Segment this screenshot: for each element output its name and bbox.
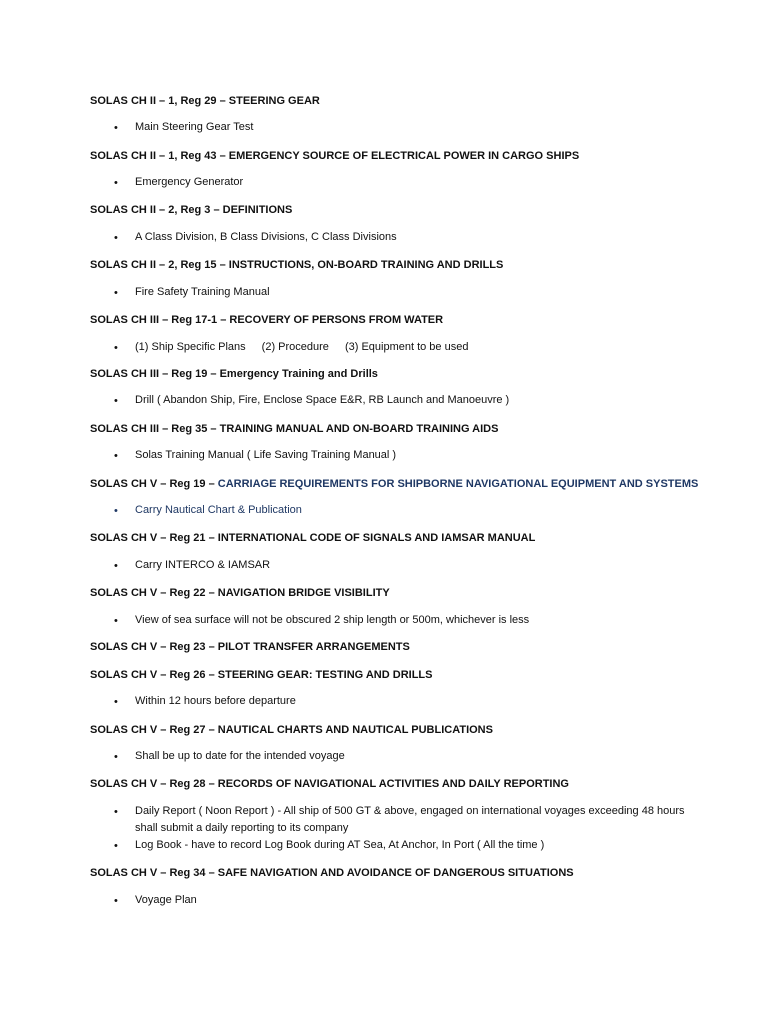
section-heading xyxy=(90,477,698,491)
section-heading: SOLAS CH V – Reg 34 – SAFE NAVIGATION AND AVOIDANCE OF DANGEROUS SITUATIONS xyxy=(90,867,574,879)
bullet-marker: • xyxy=(114,177,118,189)
section-heading: SOLAS CH III – Reg 19 – Emergency Training and Drills xyxy=(90,368,378,380)
section-heading: SOLAS CH II – 1, Reg 29 – STEERING GEAR xyxy=(90,95,320,107)
bullet-marker: • xyxy=(114,560,118,572)
section-heading: SOLAS CH II – 2, Reg 15 – INSTRUCTIONS, ON-BOARD TRAINING AND DRILLS xyxy=(90,259,504,271)
list-subitem: (3) Equipment to be used xyxy=(344,341,469,353)
bullet-marker: • xyxy=(114,696,118,708)
section-heading: SOLAS CH V – Reg 27 – NAUTICAL CHARTS AND NAUTICAL PUBLICATIONS xyxy=(90,724,493,736)
section-heading: SOLAS CH V – Reg 21 – INTERNATIONAL CODE OF SIGNALS AND IAMSAR MANUAL xyxy=(90,532,536,544)
list-item-multi xyxy=(135,339,690,356)
list-item: Emergency Generator xyxy=(135,176,244,188)
bullet-marker: • xyxy=(114,395,118,407)
section-heading: SOLAS CH V – Reg 26 – STEERING GEAR: TESTING AND DRILLS xyxy=(90,669,433,681)
bullet-marker: • xyxy=(114,232,118,244)
heading-accent: CARRIAGE REQUIREMENTS FOR SHIPBORNE NAVIGATIONAL EQUIPMENT AND SYSTEMS xyxy=(217,478,699,490)
list-item: Fire Safety Training Manual xyxy=(135,286,270,298)
list-subitem: (2) Procedure xyxy=(261,341,329,353)
list-item: A Class Division, B Class Divisions, C Class Divisions xyxy=(135,231,397,243)
list-item: Shall be up to date for the intended voyage xyxy=(135,750,345,762)
section-heading: SOLAS CH III – Reg 35 – TRAINING MANUAL AND ON-BOARD TRAINING AIDS xyxy=(90,423,499,435)
bullet-marker: • xyxy=(114,342,118,354)
list-item: Daily Report ( Noon Report ) - All ship of 500 GT & above, engaged on international voyages exceeding 48 hours shall submit a daily reporting to its company xyxy=(135,805,685,834)
section-heading: SOLAS CH III – Reg 17-1 – RECOVERY OF PERSONS FROM WATER xyxy=(90,314,444,326)
bullet-marker: • xyxy=(114,122,118,134)
list-item: Solas Training Manual ( Life Saving Training Manual ) xyxy=(135,449,397,461)
list-item: Log Book - have to record Log Book during AT Sea, At Anchor, In Port ( All the time ) xyxy=(135,839,545,851)
list-item: View of sea surface will not be obscured 2 ship length or 500m, whichever is less xyxy=(135,614,530,626)
list-item: Carry INTERCO & IAMSAR xyxy=(135,559,271,571)
section-heading: SOLAS CH II – 2, Reg 3 – DEFINITIONS xyxy=(90,204,293,216)
heading-prefix: SOLAS CH V – Reg 19 – xyxy=(90,478,218,490)
section-heading: SOLAS CH V – Reg 22 – NAVIGATION BRIDGE VISIBILITY xyxy=(90,587,390,599)
bullet-marker: • xyxy=(114,450,118,462)
bullet-marker: • xyxy=(114,895,118,907)
list-item: Voyage Plan xyxy=(135,894,197,906)
section-heading: SOLAS CH II – 1, Reg 43 – EMERGENCY SOURCE OF ELECTRICAL POWER IN CARGO SHIPS xyxy=(90,150,580,162)
bullet-marker: • xyxy=(114,615,118,627)
section-heading: SOLAS CH V – Reg 23 – PILOT TRANSFER ARRANGEMENTS xyxy=(90,641,410,653)
list-item: Main Steering Gear Test xyxy=(135,121,254,133)
bullet-marker: • xyxy=(114,806,118,818)
bullet-marker: • xyxy=(114,505,118,517)
list-item: Carry Nautical Chart & Publication xyxy=(135,504,302,516)
bullet-marker: • xyxy=(114,840,118,852)
bullet-marker: • xyxy=(114,751,118,763)
list-item: Drill ( Abandon Ship, Fire, Enclose Space E&R, RB Launch and Manoeuvre ) xyxy=(135,394,510,406)
list-subitem: (1) Ship Specific Plans xyxy=(135,341,246,353)
list-item: Within 12 hours before departure xyxy=(135,695,296,707)
bullet-marker: • xyxy=(114,287,118,299)
section-heading: SOLAS CH V – Reg 28 – RECORDS OF NAVIGATIONAL ACTIVITIES AND DAILY REPORTING xyxy=(90,778,569,790)
